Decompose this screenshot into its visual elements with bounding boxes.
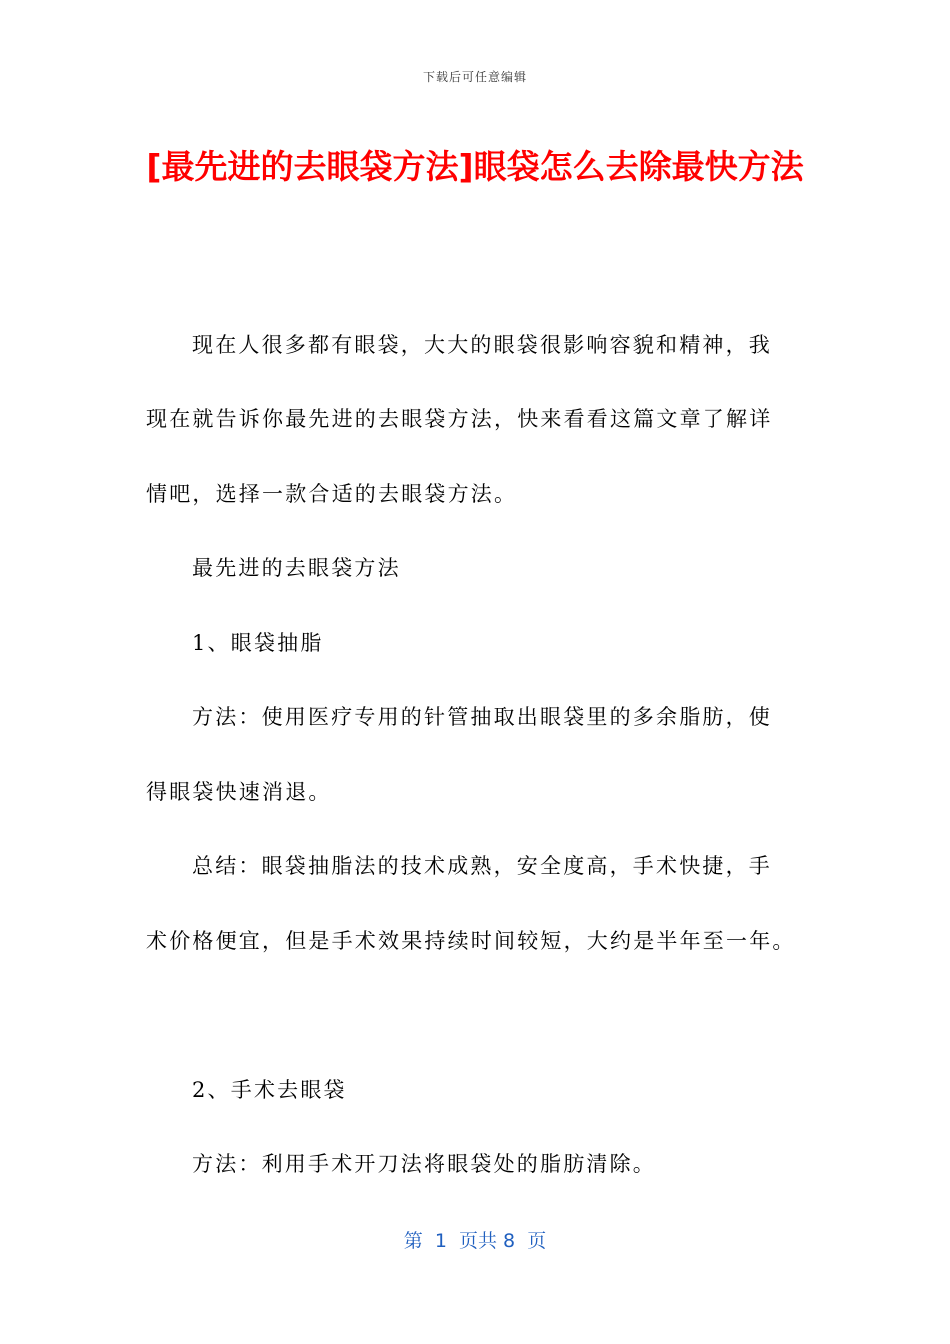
subheading-1: 1、眼袋抽脂	[192, 631, 324, 655]
summary-1-line-2: 术价格便宜，但是手术效果持续时间较短，大约是半年至一年。	[146, 929, 796, 953]
paragraph-line-1: 现在人很多都有眼袋，大大的眼袋很影响容貌和精神，我	[192, 333, 772, 357]
method-1-line-2: 得眼袋快速消退。	[146, 780, 332, 804]
paragraph-line-3: 情吧，选择一款合适的去眼袋方法。	[146, 482, 518, 506]
paragraph-line-2: 现在就告诉你最先进的去眼袋方法，快来看看这篇文章了解详	[146, 407, 773, 431]
section-heading: 最先进的去眼袋方法	[192, 556, 401, 580]
summary-1-line-1: 总结：眼袋抽脂法的技术成熟，安全度高，手术快捷，手	[192, 854, 772, 878]
document-title: [最先进的去眼袋方法]眼袋怎么去除最快方法	[146, 147, 804, 186]
page-number: 第 1 页共 8 页	[403, 1230, 547, 1252]
method-1-line-1: 方法：使用医疗专用的针管抽取出眼袋里的多余脂肪，使	[192, 705, 772, 729]
method-2-line-1: 方法：利用手术开刀法将眼袋处的脂肪清除。	[192, 1152, 656, 1176]
subheading-2: 2、手术去眼袋	[192, 1078, 347, 1102]
header-note: 下载后可任意编辑	[422, 70, 527, 84]
